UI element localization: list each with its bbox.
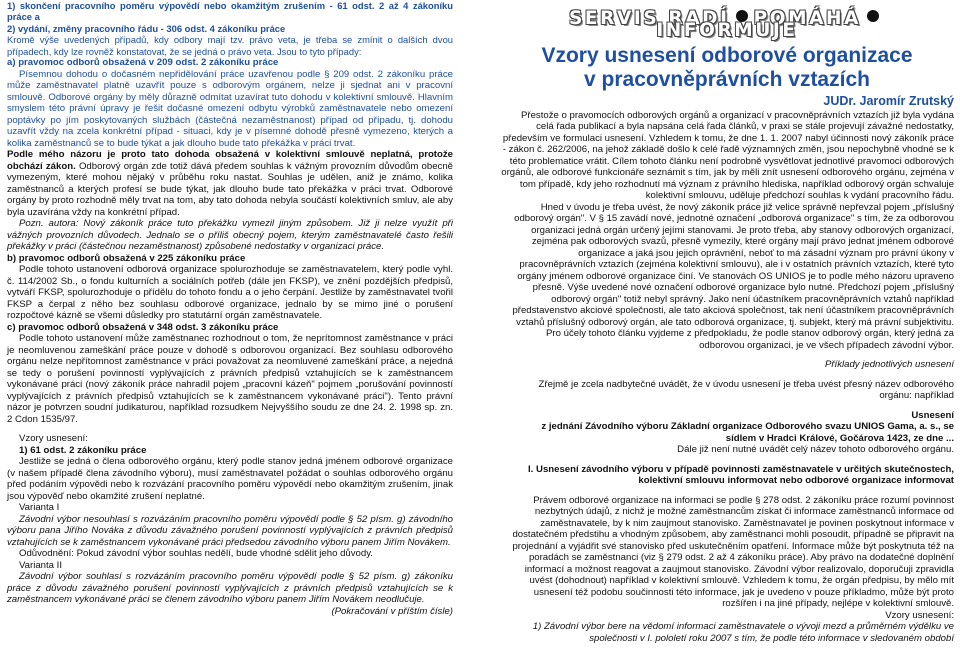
committee-line: z jednání Závodního výboru Základní organizace Odborového svazu UNIOS Gama, a. s., se sídlem v Hradci Králové, Gočárova 1423, ze dne ... [541, 421, 954, 444]
banner-word-3: INFORMUJE [656, 19, 798, 41]
author-name: JUDr. Jaromír Zrutský [823, 94, 954, 108]
variant-2-body: Závodní výbor souhlasí s rozvázáním pracovního poměru výpovědí podle § 52 písm. g) zákoníku práce z důvodu závažného porušení povinností vyplývajících z právních předpisů vztahujících se k zaměstnancem vykonávané práci se členem závodního výboru panem Jiřím Novákem neodlučuje. [7, 571, 453, 606]
left-column [7, 0, 453, 617]
section-c-body: Podle tohoto ustanovení může zaměstnanec rozhodnout o tom, že neprítomnost zaměstnance v práci je neomluvenou zameškání práce pouze v dohodě s odborovou organizací. Bez souhlasu odborového orgánu nelze nepřítomnost zaměstnance v práci považovat za neomluvené zameškání práce, a nejedná se tedy o porušení povinností vyplývajících z právních předpisů vztahujících se k zaměstnancem vykonávané práci (nový zákoník práce nahradil pojem „pracovní kázeň" pojmem „porušování povinností vyplývajících z právních předpisů vztahujících se k zaměstnancem vykonávané práci"). Tento právní názor je potvrzen soudní judikaturou, například rozsudkem Nejvyššího soudu ze dne 24. 2. 1998 sp. zn. 2 Cdon 1535/97. [7, 333, 453, 425]
section-a-body: Písemnou dohodu o dočasném nepřidělování práce uzavřenou podle § 209 odst. 2 zákoníku práce může zaměstnavatel platně uzavřít pouze s odborovým orgánem, nelze ji sjednat ani v pracovní smlouvě. Odborové orgány by měly důrazně odmítat uzavírat tuto dohodu v kolektivní smlouvě. Hlavním smyslem této právní úpravy je řešit dočasné omezení odbytu výrobků zaměstnavatele nebo omezení poptávky po jím poskytovaných službách (částečná nezaměstnanost) případ od případu, tj. dohodu uzavřít vždy na zcela konkrétní případ - situaci, kdy je v písemné dohodě přesně vymezeno, kterých a kolika zaměstnanců se to bude týkat a jak dlouho bude tato překážka v práci trvat. [7, 68, 453, 149]
examples-label: Příklady jednotlivých usnesení [824, 359, 954, 370]
section-b-body: Podle tohoto ustanovení odborová organizace spolurozhoduje se zaměstnavatelem, který podle vyhl. č. 114/2002 Sb., o fondu kulturních a sociálních potřeb (dále jen FKSP), ve znění pozdějších předpisů, vytváří FKSP, spolurozhoduje o přídělu do tohoto fondu a o jeho čerpání. Jestliže by zaměstnavatel tvořil FKSP a čerpal z něho bez souhlasu odborové organizace, jednalo by se mimo jiné o porušení rozpočtové kázně se všemi důsledky pro statutární orgán zaměstnavatele. [7, 264, 453, 322]
title-line-1: Vzory usnesení odborové organizace [541, 44, 913, 67]
resolution-label: Usnesení [911, 409, 954, 421]
section-a-continued [7, 149, 453, 218]
author-note: Pozn. autora: Nový zákoník práce tuto překážku vymezil jiným způsobem. Již ji nelze využít při vážných provozních důvodech. Jednalo se o příliš obecný pojem, kterým zaměstnavatelé často řešili překážky v práci (částečnou nezaměstnanost) způsobené nedostatky v organizaci práce. [7, 218, 453, 253]
paragraph-3: Pro účely tohoto článku vyjdeme z předpokladu, že podle stanov odborový orgán, který jedná za odborovou organizaci, je ve všech případech závodní výbor. [546, 328, 954, 351]
banner-word-2: POMÁHÁ [753, 8, 861, 29]
intro-text: Kromě výše uvedených případů, kdy odbory mají tzv. právo veta, je třeba se zmínit o dalších dvou případech, kdy lze rovněž konstatovat, že se jedná o právo veta. Jsou to tyto případy: [7, 34, 453, 57]
section-banner [500, 8, 954, 41]
paragraph-5: Právem odborové organizace na informaci se podle § 278 odst. 2 zákoníku práce rozumí povinnost nezbytných údajů, z nichž je možné zaměstnancům získat či informace zaměstnanců informace od zaměstnavatele, by k nim zaujmout stanovisko. Zaměstnavatel je povinen poskytnout informace v dostatečném předstihu a vhodným způsobem, aby zaměstnanci mohli posoudit, případně se připravit na projednání a vyjádřit své stanovisko před uskutečněním opatření. Informace může být poskytnuta též na poradách se zaměstnanci (viz § 279 odst. 2 až 4 zákoníku práce). Aby právo na dodatečné doplnění informací a možnost reagovat a zaujmout stanovisko. Závodní výbor realizovalo, doporučuji zpravidla uvést (dohodnout) například v kolektivní smlouvě. Vzhledem k tomu, že orgán předpisu, by mělo mít usnesení též podobu součinnosti této informace, jak je uvedeno v pouze příkladmo, může být proto rozšířen i na jiné případy, nejlépe v kolektivní smlouvě. [512, 494, 954, 609]
paragraph-4: Zřejmě je zcela nadbytečné uvádět, že v úvodu usnesení je třeba uvést přesný název odborového orgánu: například [538, 378, 954, 401]
justification: Odůvodnění: Pokud závodní výbor souhlas nedělí, bude vhodné sdělit jeho důvody. [19, 548, 373, 560]
continuation-note: (Pokračování v příštím čísle) [331, 605, 453, 617]
section-a-bold: Podle mého názoru je proto tato dohoda obsažená v kolektivní smlouvě neplatná, protože obchází zákon. [7, 149, 453, 172]
note-line: Dále již není nutné uvádět celý název tohoto odborového orgánu. [677, 444, 954, 455]
paragraph-1: Přestože o pravomocích odborových orgánů a organizací v pracovněprávních vztazích již byla vydána celá řada publikací a byla napsána celá řada článků, v praxi se stále projevují závažné nedostatky, především ve formulaci usnesení. Vzhledem k tomu, že dne 1. 1. 2007 nabyl účinnosti nový zákoník práce - zákon č. 262/2006, na jehož základě došlo k celé řadě významných změn, jsou nepochybně vhodné se k této problematice vrátit. Cílem tohoto článku není podrobně vysvětlovat jednotlivé pravomoci odborových orgánů, ale odborové funkcionáře seznámit s tím, jak by měli znít usnesení odborového orgánu, zejména v tom případě, kdy jeho rozhodnutí má význam z právního hlediska, například odborový orgán schvaluje kolektivní smlouvu, uděluje předchozí souhlas k vydání pracovního řádu. [501, 109, 954, 201]
title-line-2: v pracovněprávních vztazích [584, 68, 870, 91]
intro-item-1: 1) skončení pracovního poměru výpovědí nebo okamžitým zrušením - 61 odst. 2 až 4 zákoníku práce a [7, 0, 453, 23]
variant-1-body: Závodní výbor nesouhlasí s rozvázáním pracovního poměru výpovědí podle § 52 písm. g) závodního výboru pana Jiřího Nováka z důvodu závažného porušení povinností vyplývajících z právních předpisů vztahujících se k zaměstnancem vykonávané práci předsedou závodního výboru panem Jiřím Novákem. [7, 513, 453, 548]
section-a-heading: a) pravomoc odborů obsažená v 209 odst. 2 zákoníku práce [7, 57, 279, 69]
paragraph-2: Hned v úvodu je třeba uvést, že nový zákoník práce již velice správně nepřevzal pojem „příslušný odborový orgán". V § 15 zavádí nové, jednotné označení „odborová organizace" s tím, že za odborovou organizaci jedná orgán určený jejími stanovami. Je proto třeba, aby stanovy odborových organizací, zejména pak odborových svazů, přesně vymezily, které orgány mají právo jednat jménem odborové organizace a jaká jsou jejich oprávnění, neboť to má zásadní význam pro právní úkony v pracovněprávních vztazích (zejména kolektivní smlouvu), ale i v ostatních právních vztazích, které tyto orgány jménem odborové organizace činí. Ve stanovách OS UNIOS je to podle mého názoru upraveno přesně. Výše uvedené nové označení odborové organizace bylo nutné. Předchozí pojem „příslušný odborový orgán" totiž nebyl správný. Jako není účastníkem pracovněprávních vztahů například představenstvo akciové společnosti, ale tato akciová společnost, tak není účastníkem pracovněprávních vztahů příslušný odborový orgán, ale tato odborová organizace, tj. subjekt, který má právní subjektivitu. [512, 201, 954, 328]
banner-word-1: SERVIS RADÍ [569, 8, 730, 29]
example-1-body: Jestliže se jedná o člena odborového orgánu, který podle stanov jedná jménem odborové organizace (v našem případě člena závodního výboru), musí zaměstnavatel požádat o souhlas odborového orgánu před podáním výpovědi nebo k rozvázání pracovního poměru výpovědí nebo okamžitým zrušením, jinak jsou výpověď nebo okamžité zrušení neplatné. [7, 456, 453, 502]
right-column [500, 0, 954, 644]
example-1-heading: 1) 61 odst. 2 zákoníku práce [19, 444, 147, 456]
section-1-heading: I. Usnesení závodního výboru v případě povinnosti zaměstnavatele v určitých skutečnostech, kolektivní smlouvu informovat nebo odborové organizace informovat [528, 463, 954, 486]
variant-1-label: Varianta I [19, 502, 60, 514]
variant-2-label: Varianta II [19, 559, 63, 571]
intro-item-2: 2) vydání, změny pracovního řádu - 306 odst. 4 zákoníku práce [7, 22, 286, 34]
section-c-heading: c) pravomoc odborů obsažená v 348 odst. 3 zákoníku práce [7, 321, 279, 333]
templates-label: Vzory usnesení: [885, 609, 954, 621]
template-1: 1) Závodní výbor bere na vědomí informaci zaměstnavatele o vývoji mezd a průměrném výdělku ve společnosti v I. pololetí roku 2007 s tím, že podle této informace v sledovaném období [532, 621, 954, 644]
usneseni-label: Vzory usnesení: [19, 433, 88, 445]
section-b-heading: b) pravomoc odborů obsažená v 225 zákoníku práce [7, 252, 246, 264]
section-a-tail: Odborový orgán zde totiž dává předem souhlas k vážným provozním důvodům obecně vymezeným, které mohou nějaký v průběhu roku nastat. Souhlas je udělen, aniž je známo, kolika zaměstnanců a kterých profesí se bude týkat, jak dlouho bude tato překážka v práci trvat. Odborové orgány by proto rozhodně měly trvat na tom, aby tato dohoda nebyla součástí kolektivních smluv, ale aby byla uzavírána vždy na konkrétní případ. [7, 160, 454, 218]
bullet-dot-icon [867, 10, 879, 22]
article-title [500, 44, 954, 92]
